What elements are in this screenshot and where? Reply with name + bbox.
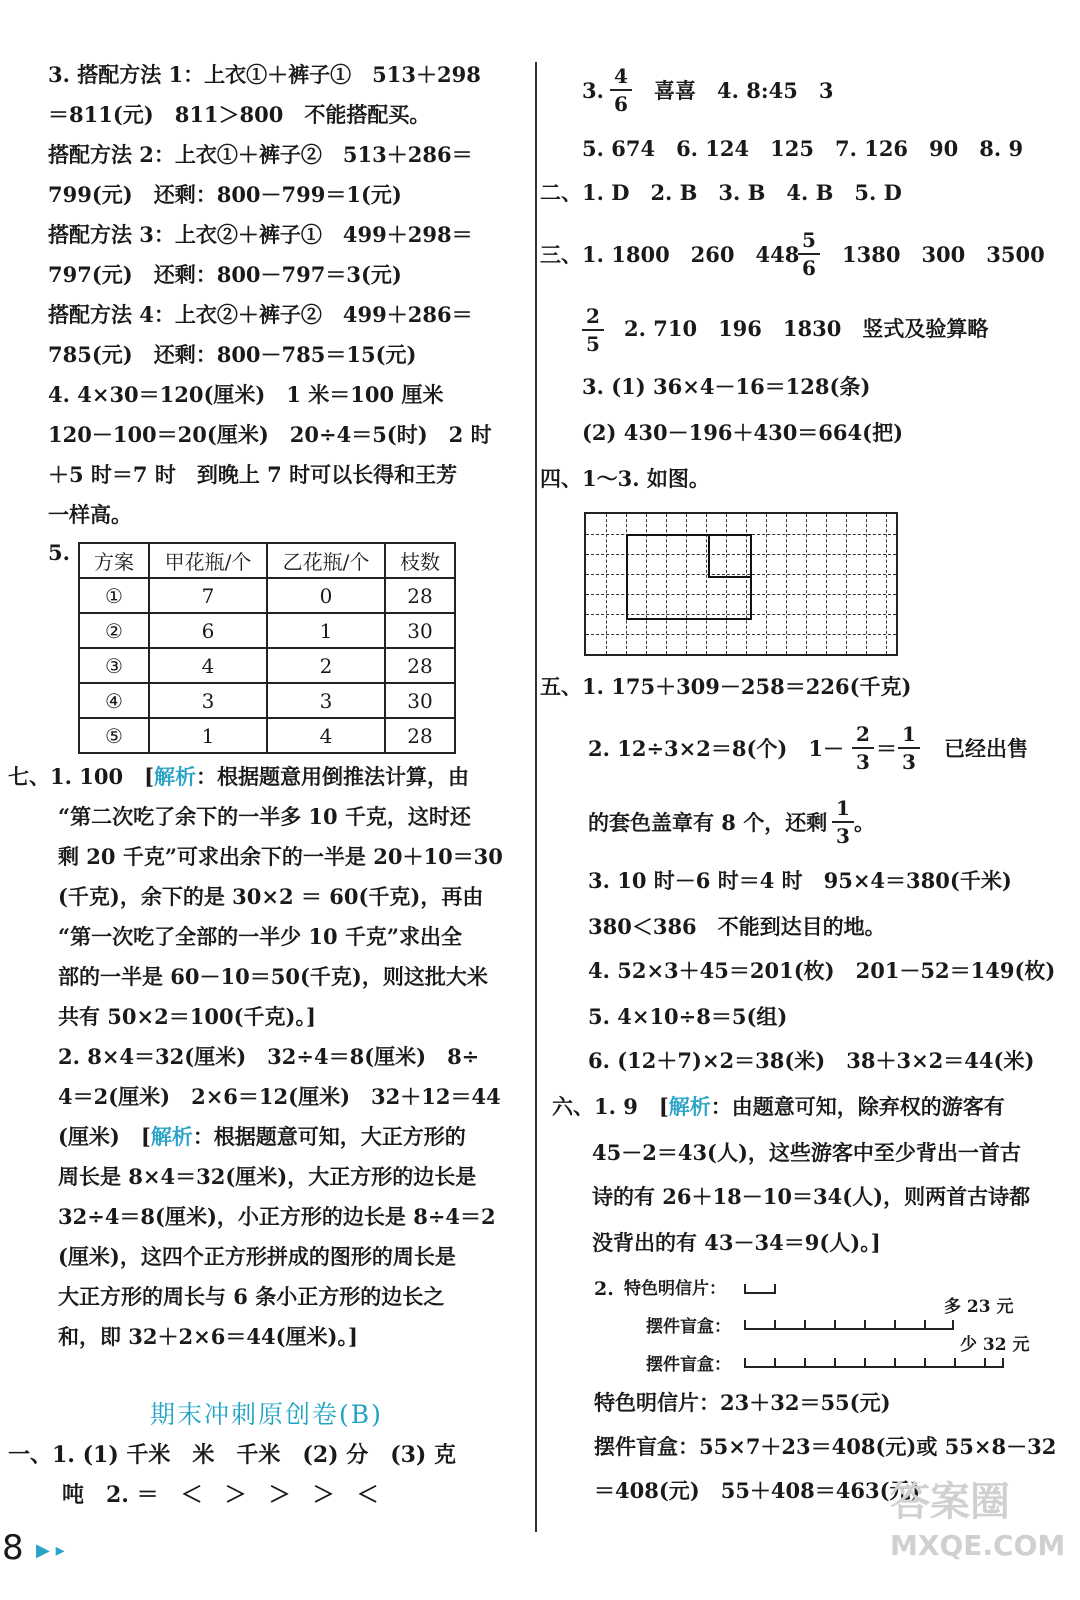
numerator: 2 (856, 722, 870, 746)
text-line: ＝408(元) 55＋408＝463(元) (594, 1478, 921, 1503)
segment-tick (952, 1320, 954, 1330)
numerator: 1 (902, 722, 916, 746)
segment-tick (774, 1358, 776, 1368)
text-line: 和，即 32＋2×6＝44(厘米)。] (58, 1324, 358, 1349)
watermark (890, 1480, 1065, 1568)
denominator: 6 (614, 92, 628, 116)
segment-tick (924, 1358, 926, 1368)
segment-tick (834, 1358, 836, 1368)
table-cell: 3 (149, 683, 267, 718)
grid-line (786, 514, 787, 654)
small-square (708, 534, 752, 578)
table-row (79, 648, 455, 683)
section-seven-line (8, 762, 469, 792)
segment-tick (894, 1358, 896, 1368)
fraction (898, 722, 920, 774)
text-line: 搭配方法 4：上衣②＋裤子② 499＋286＝ (48, 302, 473, 327)
segment-tick (864, 1358, 866, 1368)
segment-tick (774, 1284, 776, 1294)
text-line: 大正方形的周长与 6 条小正方形的边长之 (58, 1284, 445, 1309)
text-line: 5. 4×10÷8＝5(组) (588, 1004, 788, 1029)
fraction-bar (832, 821, 854, 823)
text-line: “第一次吃了全部的一半少 10 千克”求出全 (58, 924, 463, 949)
text-line: 45－2＝43(人)，这些游客中至少背出一首古 (592, 1140, 1021, 1165)
diagram-label: 摆件盲盒： (646, 1355, 731, 1375)
text-line: 3. 10 时－6 时＝4 时 95×4＝380(千米) (588, 868, 1012, 893)
text-line: 4＝2(厘米) 2×6＝12(厘米) 32＋12＝44 (58, 1084, 501, 1109)
table-header: 方案 (79, 543, 149, 578)
grid-line (586, 634, 896, 635)
table-cell: ⑤ (79, 718, 149, 753)
table-header: 枝数 (385, 543, 455, 578)
text: 三、1. 1800 260 448 (540, 242, 800, 267)
text: 。 (854, 810, 875, 835)
fraction-bar (852, 747, 874, 749)
text: ＝ (876, 736, 897, 761)
section-title: 期末冲刺原创卷(B) (150, 1400, 383, 1429)
denominator: 3 (836, 824, 850, 848)
text-line: 五、1. 175＋309－258＝226(千克) (540, 674, 912, 699)
segment-tick (894, 1320, 896, 1330)
table-cell: 4 (149, 648, 267, 683)
text-line: 799(元) 还剩：800－799＝1(元) (48, 182, 402, 207)
fraction-bar (582, 329, 604, 331)
text-line: ＝811(元) 811＞800 不能搭配买。 (48, 102, 431, 127)
postcard-segment (744, 1292, 774, 1294)
numerator: 4 (614, 64, 628, 88)
segment-tick (744, 1284, 746, 1294)
table-row (79, 613, 455, 648)
text-line: ＋5 时＝7 时 到晚上 7 时可以长得和王芳 (48, 462, 458, 487)
text-line: 特色明信片：23＋32＝55(元) (594, 1390, 891, 1415)
table-row (79, 683, 455, 718)
diagram-label: 摆件盲盒： (646, 1317, 731, 1337)
question-label: 5. (48, 540, 70, 565)
analysis-line (58, 1122, 466, 1152)
question-label: 2. (594, 1278, 614, 1300)
segment-tick (864, 1320, 866, 1330)
text-line: 120－100＝20(厘米) 20÷4＝5(时) 2 时 (48, 422, 492, 447)
grid-line (886, 514, 887, 654)
text: 1380 300 3500 (842, 242, 1045, 267)
grid-line (826, 514, 827, 654)
text: 喜喜 4. 8:45 3 (654, 78, 834, 103)
text-line: 剩 20 千克”可求出余下的一半是 20＋10＝30 (58, 844, 503, 869)
segment-tick (954, 1358, 956, 1368)
arrow-icon: ▶ ▸ (36, 1540, 65, 1561)
denominator: 5 (586, 332, 600, 356)
text-line: 搭配方法 3：上衣②＋裤子① 499＋298＝ (48, 222, 473, 247)
text-line: 一、1. (1) 千米 米 千米 (2) 分 (3) 克 (8, 1442, 456, 1468)
table-cell: 28 (385, 648, 455, 683)
table-row (79, 578, 455, 613)
text-line: “第二次吃了余下的一半多 10 千克，这时还 (58, 804, 471, 829)
text: 2. 12÷3×2＝8(个) 1－ (588, 736, 844, 761)
numerator: 2 (586, 304, 600, 328)
text-line: 周长是 8×4＝32(厘米)，大正方形的边长是 (58, 1164, 477, 1189)
grid-line (846, 514, 847, 654)
fraction-bar (610, 89, 632, 91)
table-cell: 1 (149, 718, 267, 753)
grid-line (806, 514, 807, 654)
diagram-label: 特色明信片： (624, 1279, 726, 1299)
table-cell: 28 (385, 718, 455, 753)
table-cell: 1 (267, 613, 385, 648)
analysis-tag: 解析 (154, 764, 197, 789)
text: 已经出售 (944, 736, 1028, 761)
text: ：根据题意可知，大正方形的 (192, 1124, 466, 1149)
text-line: 没背出的有 43－34＝9(人)。] (592, 1230, 881, 1255)
text-line: 四、1～3. 如图。 (540, 466, 710, 491)
fraction (852, 722, 874, 774)
table-cell: 6 (149, 613, 267, 648)
text-line: 部的一半是 60－10＝50(千克)，则这批大米 (58, 964, 488, 989)
table-cell: 2 (267, 648, 385, 683)
fraction (832, 796, 854, 848)
table-cell: 3 (267, 683, 385, 718)
table-cell: ③ (79, 648, 149, 683)
table-header: 乙花瓶/个 (267, 543, 385, 578)
text-line: (2) 430－196＋430＝664(把) (582, 420, 904, 445)
text: (厘米) [ (58, 1124, 151, 1149)
more-label: 多 23 元 (944, 1297, 1014, 1317)
text-line: 共有 50×2＝100(千克)。] (58, 1004, 316, 1029)
table-cell: 30 (385, 613, 455, 648)
text-line: 吨 2. ＝ ＜ ＞ ＞ ＞ ＜ (62, 1482, 379, 1508)
fraction-bar (898, 747, 920, 749)
text-line: (千克)，余下的是 30×2 ＝ 60(千克)，再由 (58, 884, 484, 909)
text: 2. 710 196 1830 竖式及验算略 (624, 316, 989, 341)
grid-figure (584, 512, 898, 656)
text-line: 2. 8×4＝32(厘米) 32÷4＝8(厘米) 8÷ (58, 1044, 480, 1069)
segment-tick (804, 1358, 806, 1368)
watermark-text: 答案圈 (890, 1479, 1010, 1525)
text: 的套色盖章有 8 个，还剩 (588, 810, 828, 835)
numerator: 5 (802, 228, 816, 252)
segment-tick (804, 1320, 806, 1330)
page-number: 8 (2, 1528, 24, 1568)
segment-tick (744, 1358, 746, 1368)
options-table (78, 542, 456, 754)
fraction (582, 304, 604, 356)
segment-tick (774, 1320, 776, 1330)
text: 七、1. 100 [ (8, 764, 155, 789)
denominator: 6 (802, 256, 816, 280)
text-line: 摆件盲盒：55×7＋23＝408(元)或 55×8－32 (594, 1434, 1057, 1459)
blindbox-segment-2 (744, 1366, 1002, 1368)
text-line: 6. (12＋7)×2＝38(米) 38＋3×2＝44(米) (588, 1048, 1035, 1073)
table-cell: 4 (267, 718, 385, 753)
denominator: 3 (902, 750, 916, 774)
text-line: 785(元) 还剩：800－785＝15(元) (48, 342, 417, 367)
table-cell: ② (79, 613, 149, 648)
table-cell: ① (79, 578, 149, 613)
grid-line (766, 514, 767, 654)
text: 六、1. 9 [ (552, 1094, 669, 1119)
analysis-tag: 解析 (150, 1124, 193, 1149)
text: ：由题意可知，除弃权的游客有 (710, 1094, 1005, 1119)
table-cell: 0 (267, 578, 385, 613)
section-six-line (552, 1092, 1005, 1122)
fraction (610, 64, 632, 116)
grid-line (606, 514, 607, 654)
table-cell: 7 (149, 578, 267, 613)
segment-tick (924, 1320, 926, 1330)
text-line: 诗的有 26＋18－10＝34(人)，则两首古诗都 (592, 1184, 1031, 1209)
fraction-bar (798, 253, 820, 255)
text-line: 4. 52×3＋45＝201(枚) 201－52＝149(枚) (588, 958, 1056, 983)
text-line: 3. (1) 36×4－16＝128(条) (582, 374, 871, 399)
text-line: (厘米)，这四个正方形拼成的图形的周长是 (58, 1244, 456, 1269)
text-line: 32÷4＝8(厘米)，小正方形的边长是 8÷4＝2 (58, 1204, 496, 1229)
text: ：根据题意用倒推法计算，由 (196, 764, 470, 789)
table-header: 甲花瓶/个 (149, 543, 267, 578)
denominator: 3 (856, 750, 870, 774)
analysis-tag: 解析 (668, 1094, 711, 1119)
text: 3. (582, 78, 604, 103)
segment-tick (744, 1320, 746, 1330)
text-line: 4. 4×30＝120(厘米) 1 米＝100 厘米 (48, 382, 444, 407)
table-row (79, 718, 455, 753)
table-cell: 28 (385, 578, 455, 613)
text-line: 二、1. D 2. B 3. B 4. B 5. D (540, 180, 902, 205)
text-line: 797(元) 还剩：800－797＝3(元) (48, 262, 402, 287)
text-line: 3. 搭配方法 1：上衣①＋裤子① 513＋298 (48, 62, 481, 87)
table-cell: ④ (79, 683, 149, 718)
watermark-url: MXQE.COM (890, 1529, 1066, 1562)
segment-tick (834, 1320, 836, 1330)
text-line: 一样高。 (48, 502, 132, 527)
column-divider (535, 62, 537, 1532)
segment-tick (1002, 1358, 1004, 1368)
text-line: 搭配方法 2：上衣①＋裤子② 513＋286＝ (48, 142, 473, 167)
grid-line (866, 514, 867, 654)
fraction (798, 228, 820, 280)
segment-tick (984, 1358, 986, 1368)
text-line: 5. 674 6. 124 125 7. 126 90 8. 9 (582, 136, 1024, 161)
table-cell: 30 (385, 683, 455, 718)
text-line: 380＜386 不能到达目的地。 (588, 914, 886, 939)
table-header-row (79, 543, 455, 578)
less-label: 少 32 元 (960, 1335, 1030, 1355)
numerator: 1 (836, 796, 850, 820)
